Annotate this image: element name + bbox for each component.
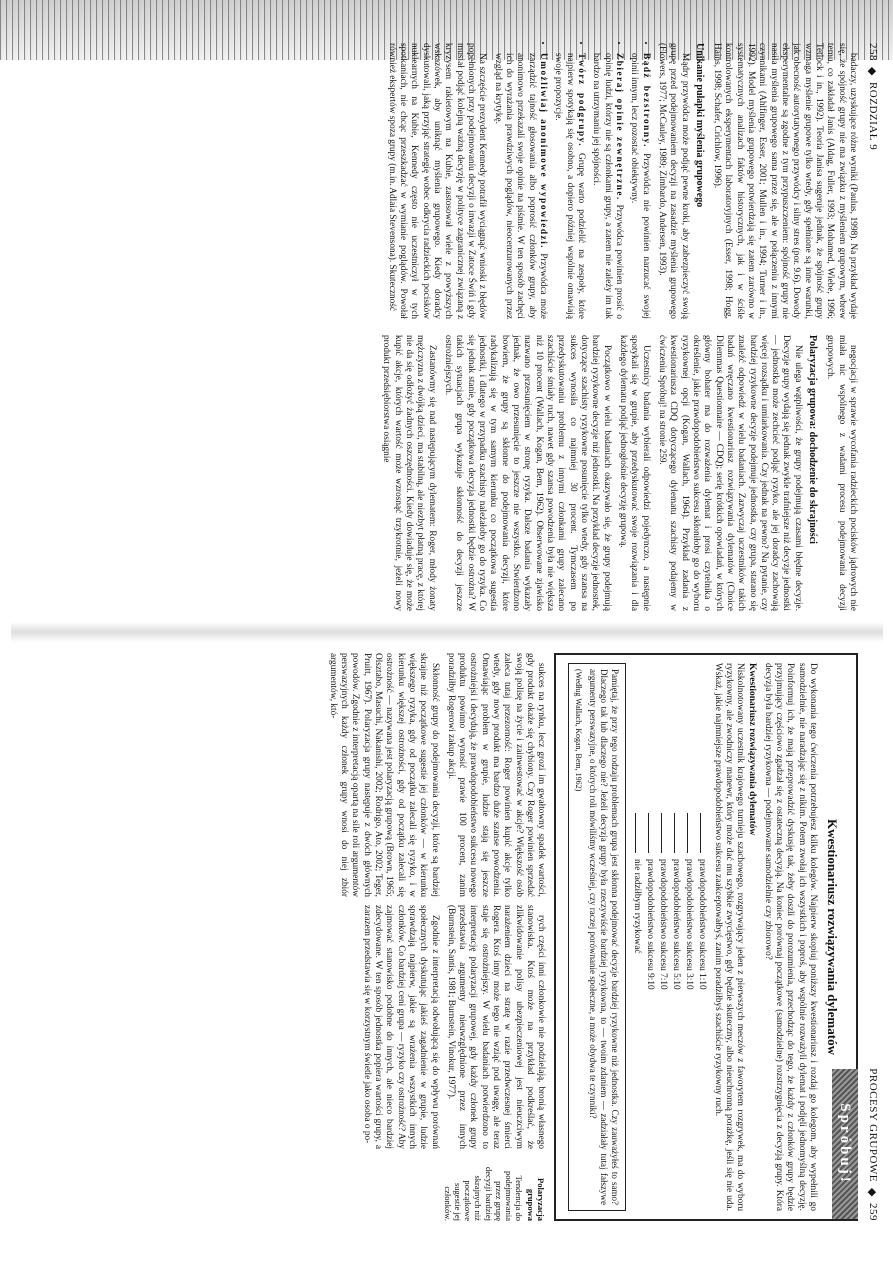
left-page bbox=[11, 37, 883, 617]
bullet-lead: Bądź bezstronny. bbox=[640, 52, 651, 148]
left-running-head bbox=[862, 37, 883, 617]
box-title: Kwestionariusz rozwiązywania dylematów bbox=[824, 818, 840, 1055]
right-column-2 bbox=[321, 905, 546, 1149]
paragraph: negocjacji w sprawie wycofania radzieckich pocisków jądrowych nie miała nic wspólnego z wadami procesu podejmowania decyzji grupowych. bbox=[824, 334, 858, 611]
list-item bbox=[627, 53, 650, 319]
paragraph: sukces na rynku, lecz grozi im gwałtowny spadek wartości, gdy produkt okaże się chybiony. Czy Roger powinien sprzedać swoją polisę na życie i zainwestować w akcje? Większość osób zaleca tutaj przezorność: Roger powinien kupić akcje tylko wtedy, gdy nowy produkt ma bardzo duże szanse powodzenia. Omawiając problem w grupie, ludzie stają się jeszcze ostrożniejsi i decydują, że prawdopodobieństwo sukcesu nowego produktu powinno wynosić prawie 100 procent, zanim poradziłby Rogerowi zakup akcji. bbox=[445, 652, 546, 897]
box-intro: Do wykonania tego ćwiczenia potrzebujesz kilku kolegów. Najpierw skopiuj poniższy kwestionariusz i rozdaj go kolegom, aby wypełnili go samodzielnie, nie naradzając się z nikim. Potem zwołaj ich wszystkich i poproś, aby wspólnie rozważyli dylemat i podjęli jednomyślną decyzję. Poinformuj ich, że mają przeprowadzić dyskusję tak, żeby doszli do porozumienia, przechodząc do tego, że każdy z członków grupy będzie przyjmujący częściowo zgadzał się z ostateczną decyzją. Na koniec porównaj początkowe (samodzielne) rozstrzygnięcia z decyzją grupy. Która decyzja była bardziej ryzykowna — podejmowane samodzielnie czy zbiorowo? bbox=[762, 662, 818, 1211]
scale-option[interactable]: prawdopodobieństwo sukcesu 1:10 bbox=[697, 813, 707, 1211]
bullet-text: Przywódca powinien prosić o opinię ludzi, którzy nie są członkami grupy, a zatem nie zależy im tak bardzo na utrzymaniu jej spójności. bbox=[590, 52, 624, 319]
left-column-1 bbox=[375, 43, 858, 319]
paragraph: Skłonność grupy do podejmowania decyzji, które są bardziej skrajne niż początkowe sugestie jej członków — w kierunku większego ryzyka, gdy od początku zalecali się ryzyko, i w kierunku większej ostrożności, gdy od początku zalecali się ostrożność — nazywana jest polaryzacją grupową (Brown, 1965; Olsztabo, Masuchi, Nakanishi, 2002; Rodrigo, Ato, 2002; Teger, Pruitt, 1967). Polaryzacja grupy następuje z dwóch głównych powodów. Zgodnie z interpretacją opartą na sile roli argumentów perswazyjnych każdy członek grupy wnosi do niej zbiór argumentów, któ- bbox=[327, 652, 440, 897]
left-page-number: 258 bbox=[866, 42, 879, 61]
diamond-icon: ◆ bbox=[865, 1187, 878, 1197]
right-column-1 bbox=[321, 653, 546, 897]
try-it-banner: Spróbuj! bbox=[832, 1069, 858, 1219]
bullet-text: Grupę warto podzielić na zespoły, które najpierw spotykają się osobno, a dopiero później wspólnie omawiają swoje propozycje. bbox=[552, 52, 586, 319]
left-chapter-title: ROZDZIAŁ 9 bbox=[866, 81, 879, 150]
paragraph: Początkowo w wielu badaniach okazywało się, że grupy podejmują bardziej ryzykowne decyzje niż jednostki. Na przykład decyzje jednostek, dotyczące szachisty ryzykowne posunięcie tylko wtedy, gdy szansa na sukces wynosiła co najmniej 30 procent. Tymczasem po przedyskutowaniu problemu z innymi członkami grupy zalecano szachiście śmiały ruch, nawet gdy szansa powodzenia była nie większa niż 10 procent (Wallach, Kogan, Bem, 1962). Obserwowane zjawisko nazwano przesunięciem w stronę ryzyka. Dalsze badania wykazały jednak, że owo przesunięcie to jeszcze nie wszystko. Stwierdzono bowiem, że grupy są skłonne do podejmowania decyzji, które radykalizują się w tym samym kierunku co początkowa sugestia jednostki, i dlatego w przypadku szachisty należałoby go do ryzyka. Co się jednak stanie, gdy początkowa decyzja jednostki będzie ostrożna? W takich sytuacjach grupa wykazuje skłonność do decyzji jeszcze ostrożniejszych. bbox=[442, 334, 612, 611]
scale-option[interactable]: nie radziłbym ryzykować bbox=[632, 813, 642, 1211]
paragraph: Uczestnicy badania wybierali odpowiedzi pojedynczo, a następnie spotykali się w grupie, aby przedyskutować swoje rozwiązania i dla każdego dylematu podjąć jednogłośnie decyzję grupową. bbox=[617, 334, 651, 611]
bullet-lead: Umożliwiaj anonimowe wypowiedzi. bbox=[537, 52, 548, 249]
book-spread bbox=[11, 37, 883, 1227]
right-running-head bbox=[862, 647, 883, 1227]
citation: (Według Wallach, Kogan, Bem, 1962) bbox=[573, 668, 583, 791]
paragraph: Zastanówmy się nad następującym dylematem: Roger, młody żonaty mężczyzna z dwójką dzieci, ma stabilną, ale niezbyt płatną pracę, z której nie da się odłożyć żadnych oszczędności. Kiedy dowiaduje się, że może kupić akcje, których wartość może wzrosnąć trzykrotnie, jeżeli nowy produkt przedsiębiorstwa osiągnie bbox=[380, 334, 437, 611]
margin-term: Polaryzacja grupowa bbox=[525, 1177, 546, 1221]
probability-scale bbox=[632, 813, 707, 1211]
section-heading: Unikanie pułapki myślenia grupowego bbox=[693, 42, 705, 207]
list-item bbox=[589, 53, 623, 319]
right-chapter-title: PROCESY GRUPOWE bbox=[866, 1067, 879, 1182]
bullet-text: Przywódca nie powinien narzucać swojej opinii innym, lecz pozostać obiektywny. bbox=[628, 52, 651, 319]
paragraph: badaczy, uzyskujące różne wyniki (Paulus, 1998). Na przykład wydaje się, że spójność grupy nie ma związku z myśleniem grupowym, wbrew temu, co zakładał Janis (Aldag, Fuller, 1993; Mohamed, Wiebe, 1996; Tetlock i in., 1992). Teoria Janisa sugeruje jednak, że spójność grupy wzmaga myślenie grupowe tylko wtedy, gdy spełnione są inne warunki, jak obecność autorytatywnego przywódcy i silny stres (por. 9.6). Dowody eksperymentalne są zgodne z tym przypuszczeniem: spójność grupy nie nasila myślenia grupowego sama przez się, ale w połączeniu z innymi czynnikami (Ahlfinger, Esser, 2001; Mullen i in., 1994; Turner i in., 1992). Model myślenia grupowego potwierdzają się zatem zarówno w systematycznych analizach faktów historycznych, jak i w ściśle kontrolowanych eksperymentach laboratoryjnych (Esser, 1998; Hogg, Hains, 1998; Schafer, Crichlow, 1996). bbox=[711, 42, 858, 319]
paragraph: Zgodnie z interpretacją odwołującą się do wpływu porównań społecznych dyskutując jakieś zagadnienie w grupie, ludzie sprawdzają najpierw, jakie są wrażenia wszystkich innych członków. Co bardziej ceni grupa — ryzyko czy ostrożność? Aby zajmować stanowisko podobne do innych, ale nieco bardziej zdecydowane. W ten sposób jednostka popiera wartości grupy, a zarazem przedstawia się w korzystnym świetle jako osoba o po- bbox=[361, 904, 440, 1149]
left-column-2 bbox=[375, 335, 858, 611]
section-heading: Polaryzacja grupowa: dochodzenie do skrajności bbox=[806, 334, 818, 544]
right-page-number: 259 bbox=[866, 1202, 879, 1221]
paragraph: rych części inni członkowie nie podzielają, bronią własnego stanowiska. Ktoś może na przykład podkreślać, że zlikwidowanie polisy ubezpieczeniowej jest nieuczciwym narażeniem dzieci na stratę w razie przedwczesnej śmierci Rogera. Ktoś inny może tego nie wziąć pod uwagę, ale teraz staje się ostrożniejszy. W wielu badaniach potwierdzono to interpretację polaryzacji grupowej, gdy każdy członek grupy przedstawia argumenty nieuwzględnione przez innych (Burnstein, Santis, 1981; Burnstein, Vinokur, 1977). bbox=[445, 904, 546, 1149]
paragraph: Nie ulega wątpliwości, że grupy podejmują czasami błędne decyzje. Decyzje grupy wydają się jednak zwykle trafniejsze niż decyzje jednostki — jednostka może zechcieć podjąć ryzyko, ale jej doradcy zachowają więcej rozsądku i umiarkowania. Czy jednak na pewno? Na pytanie, czy bardziej ryzykowne decyzje podejmuje jednostka, czy grupa, starano się znaleźć odpowiedź w wielu badaniach. Zazwyczaj uczestników takich badań wręczano kwestionariusz rozwiązywania dylematów (Choice Dilemmas Questionnaire — CDQ); serię krótkich opowiadań, w których główny bohater ma do rozważenia dylemat i prosi czytelnika o określenie, jakie prawdopodobieństwo sukcesu skłoniłoby go do wyboru ryzykownej opcji (Kogan, Wallach, 1964). Przykład zadania z kwestionariusza CDQ dotyczącego dylematu szachisty podajemy w ćwiczeniu Spróbuj! na stronie 259. bbox=[656, 334, 803, 611]
inner-note bbox=[568, 663, 626, 1211]
book-gutter bbox=[11, 622, 883, 642]
bullet-lead: Zbieraj opinie zewnętrzne. bbox=[613, 52, 624, 201]
list-item bbox=[491, 53, 548, 319]
margin-definition-text: Tendencja do podejmowania przez grupę decyzji bardziej skrajnych niż początkowe sugestie jej członków. bbox=[442, 1166, 524, 1221]
box-subheading: Kwestionariusz rozwiązywania dylematów bbox=[746, 662, 757, 835]
scale-option[interactable]: prawdopodobieństwo sukcesu 7:10 bbox=[658, 813, 668, 1211]
list-item bbox=[551, 53, 585, 319]
bullet-lead: Twórz podgrupy. bbox=[575, 52, 586, 147]
bullet-list bbox=[491, 53, 650, 319]
paragraph: Na szczęście prezydent Kennedy potrafił wyciągnąć wnioski z błędów popełnionych przy podejmowaniu decyzji o inwazji w Zatoce Świń i gdy musiał podjąć kolejną ważną decyzję w polityce zagranicznej związaną z kryzysem rakietowym na Kubie, zastosował wiele z powyższych wskazówek, aby uniknąć myślenia grupowego. Kiedy doradcy dyskutowali, jaką przyjąć strategię wobec odkrycia radzieckich pocisków nuklearnych na Kubie, Kennedy często nie uczestniczył w tych spotkaniach, nie chcąc przeszkadzać w wymianie poglądów. Powołał również ekspertów spoza grupy (m.in. Adlaia Stevensona). Skuteczność bbox=[386, 42, 487, 319]
margin-definition bbox=[321, 1157, 546, 1221]
box-dilemma: Niskolnotowany uczestnik krajowego turnieju szachowego, rozgrywający jeden z pierwszych meczów z faworytem rozgrywek, ma do wyboru ryzykowny, ale zwodniczy manewr, który może dać mu szybkie zwycięstwo, gdy będzie skuteczny, albo nieuchronną porażkę, jeśli się nie uda. Wskaż, jakie najmniejsze prawdopodobieństwo sukcesu zaakceptowałbyś, zanim poradziłbyś szachiście ryzykowny ruch. bbox=[712, 662, 745, 1211]
bullet-text: Przywódca może zarządzić tajność głosowania albo poprosić członków grupy, aby anonimowo przekazali swoje opinie na piśmie. W ten sposób zachęci ich do wyrażania prawdziwych poglądów, nieocenzurowanych przez wzgląd na krytykę. bbox=[492, 52, 548, 319]
try-it-box bbox=[554, 653, 858, 1221]
scale-option[interactable]: prawdopodobieństwo sukcesu 5:10 bbox=[671, 813, 681, 1211]
scale-option[interactable]: prawdopodobieństwo sukcesu 9:10 bbox=[645, 813, 655, 1211]
scale-option[interactable]: prawdopodobieństwo sukcesu 3:10 bbox=[684, 813, 694, 1211]
diamond-icon: ◆ bbox=[865, 66, 878, 76]
paragraph: Mądry przywódca może podjąć pewne kroki, aby zabezpieczyć swoją grupę przed podejmowaniem decyzji na zasadzie myślenia grupowego (Flowers, 1977; McCauley, 1989; Zimbardo, Andersen, 1993). bbox=[656, 42, 690, 319]
inner-note-text: Pamiętaj, że przy tego rodzaju problemach grupa jest skłonna podejmować decyzje bardziej ryzykowne niż jednostka. Czy zauważyłeś to samo? Dlaczego tak lub dlaczego nie? Jeżeli decyzja grupy była rzeczywiście bardziej ryzykowna, to — twoim zdaniem — zadziałały tutaj fałszywe argumenty perswazyjne, o których roli mówiliśmy wcześniej, czy raczej porównanie społeczne, a może obydwa te czynniki? bbox=[587, 668, 620, 1205]
right-page bbox=[11, 647, 883, 1227]
